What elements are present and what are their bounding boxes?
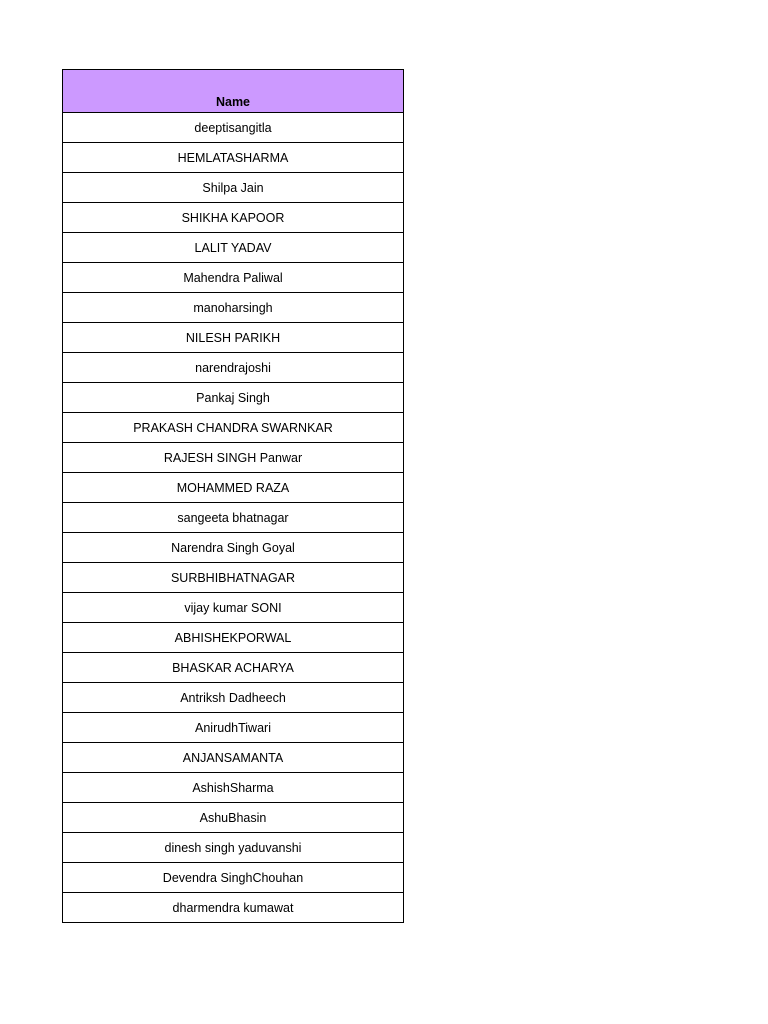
table-row xyxy=(63,563,404,593)
name-cell[interactable]: HEMLATASHARMA xyxy=(63,143,404,173)
name-cell[interactable]: vijay kumar SONI xyxy=(63,593,404,623)
table-row xyxy=(63,623,404,653)
table-row xyxy=(63,413,404,443)
table-row xyxy=(63,383,404,413)
table-row xyxy=(63,353,404,383)
name-cell[interactable]: ANJANSAMANTA xyxy=(63,743,404,773)
table-row xyxy=(63,593,404,623)
table-row xyxy=(63,293,404,323)
name-cell[interactable]: dharmendra kumawat xyxy=(63,893,404,923)
name-cell[interactable]: AnirudhTiwari xyxy=(63,713,404,743)
table-row xyxy=(63,713,404,743)
name-cell[interactable]: Shilpa Jain xyxy=(63,173,404,203)
name-cell[interactable]: dinesh singh yaduvanshi xyxy=(63,833,404,863)
name-cell[interactable]: narendrajoshi xyxy=(63,353,404,383)
table-row xyxy=(63,653,404,683)
name-cell[interactable]: LALIT YADAV xyxy=(63,233,404,263)
table-row xyxy=(63,473,404,503)
table-row xyxy=(63,893,404,923)
name-cell[interactable]: PRAKASH CHANDRA SWARNKAR xyxy=(63,413,404,443)
name-cell[interactable]: AshishSharma xyxy=(63,773,404,803)
name-cell[interactable]: MOHAMMED RAZA xyxy=(63,473,404,503)
name-cell[interactable]: RAJESH SINGH Panwar xyxy=(63,443,404,473)
table-row xyxy=(63,833,404,863)
name-cell[interactable]: SHIKHA KAPOOR xyxy=(63,203,404,233)
name-cell[interactable]: manoharsingh xyxy=(63,293,404,323)
name-cell[interactable]: Pankaj Singh xyxy=(63,383,404,413)
table-row xyxy=(63,323,404,353)
name-cell[interactable]: Antriksh Dadheech xyxy=(63,683,404,713)
column-header-name: Name xyxy=(63,70,404,113)
name-cell[interactable]: deeptisangitla xyxy=(63,113,404,143)
table-row xyxy=(63,143,404,173)
table-row xyxy=(63,863,404,893)
name-cell[interactable]: ABHISHEKPORWAL xyxy=(63,623,404,653)
name-cell[interactable]: NILESH PARIKH xyxy=(63,323,404,353)
name-cell[interactable]: Narendra Singh Goyal xyxy=(63,533,404,563)
table-row xyxy=(63,773,404,803)
name-cell[interactable]: Mahendra Paliwal xyxy=(63,263,404,293)
name-cell[interactable]: Devendra SinghChouhan xyxy=(63,863,404,893)
name-cell[interactable]: AshuBhasin xyxy=(63,803,404,833)
name-cell[interactable]: sangeeta bhatnagar xyxy=(63,503,404,533)
table-row xyxy=(63,743,404,773)
table-row xyxy=(63,533,404,563)
name-cell[interactable]: SURBHIBHATNAGAR xyxy=(63,563,404,593)
table-row xyxy=(63,263,404,293)
name-table xyxy=(62,69,404,923)
table-row xyxy=(63,683,404,713)
table-row xyxy=(63,443,404,473)
table-row xyxy=(63,503,404,533)
table-body xyxy=(63,113,404,923)
header-row xyxy=(63,70,404,113)
table-row xyxy=(63,113,404,143)
table-row xyxy=(63,803,404,833)
name-cell[interactable]: BHASKAR ACHARYA xyxy=(63,653,404,683)
table-row xyxy=(63,203,404,233)
table-row xyxy=(63,173,404,203)
table-row xyxy=(63,233,404,263)
